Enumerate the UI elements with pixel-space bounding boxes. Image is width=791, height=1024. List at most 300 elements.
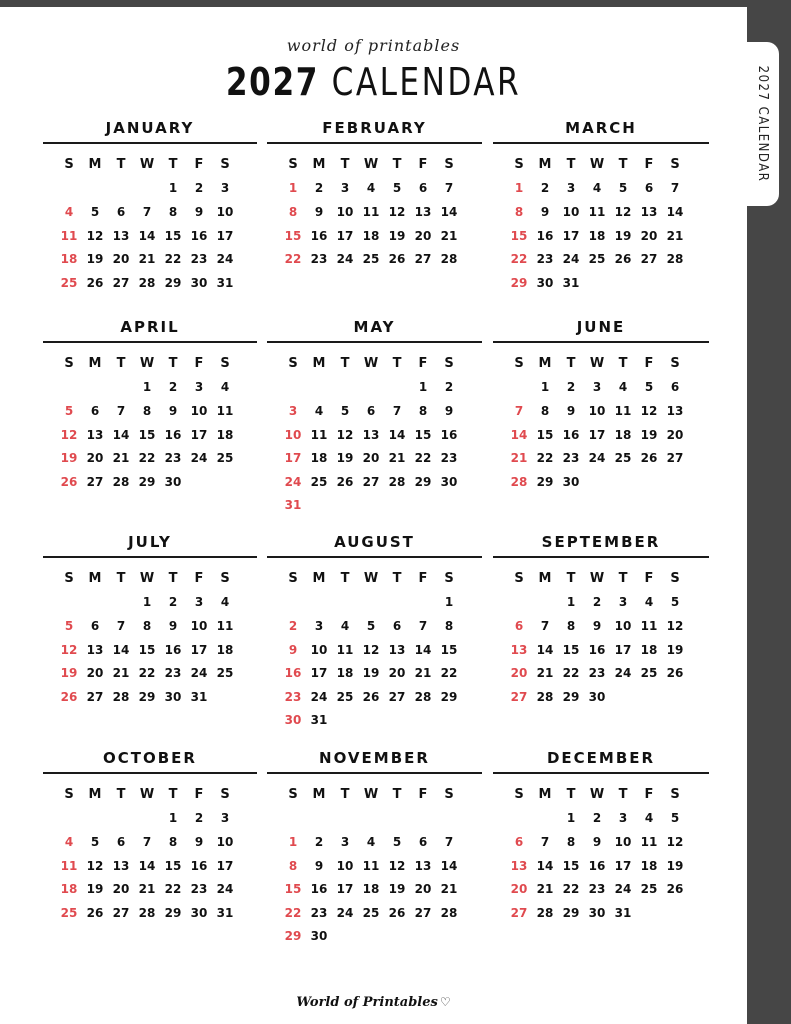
day-cell-sunday: 4 bbox=[64, 204, 74, 219]
day-cell: 19 bbox=[614, 228, 632, 243]
day-cell-sunday: 23 bbox=[284, 689, 302, 704]
weekday-label: S bbox=[288, 571, 298, 587]
day-cell: 26 bbox=[666, 882, 684, 897]
day-cell: 27 bbox=[86, 689, 104, 704]
week-row bbox=[506, 200, 688, 224]
day-cell: 20 bbox=[666, 427, 684, 442]
month-name: JANUARY bbox=[105, 119, 195, 137]
day-cell: 3 bbox=[592, 380, 602, 395]
day-cell: 26 bbox=[362, 689, 380, 704]
day-cell: 22 bbox=[536, 451, 554, 466]
day-cell: 26 bbox=[388, 905, 406, 920]
week-row bbox=[506, 446, 688, 470]
day-cell: 11 bbox=[362, 204, 380, 219]
day-cell: 4 bbox=[340, 618, 350, 633]
weekday-label: M bbox=[88, 787, 102, 803]
day-cell: 6 bbox=[644, 181, 654, 196]
weekday-label: S bbox=[288, 356, 298, 372]
day-cell: 15 bbox=[562, 642, 580, 657]
day-cell: 6 bbox=[418, 834, 428, 849]
week-row bbox=[56, 423, 238, 447]
day-cell: 2 bbox=[592, 811, 602, 826]
title-word: CALENDAR bbox=[331, 60, 522, 104]
day-cell-sunday: 30 bbox=[284, 713, 302, 728]
day-cell: 3 bbox=[340, 181, 350, 196]
day-cell: 20 bbox=[112, 882, 130, 897]
day-cell: 6 bbox=[116, 204, 126, 219]
day-cell: 25 bbox=[640, 666, 658, 681]
weekday-label: T bbox=[566, 571, 576, 587]
day-cell-sunday: 1 bbox=[288, 834, 298, 849]
month-name: OCTOBER bbox=[103, 749, 197, 767]
weekday-label: W bbox=[363, 787, 379, 803]
day-cell: 18 bbox=[310, 451, 328, 466]
day-cell: 5 bbox=[366, 618, 376, 633]
month-days-grid bbox=[506, 352, 688, 517]
day-cell: 26 bbox=[336, 474, 354, 489]
weekday-label: S bbox=[670, 571, 680, 587]
week-row bbox=[280, 685, 462, 709]
day-cell: 15 bbox=[164, 858, 182, 873]
day-cell-sunday: 4 bbox=[64, 834, 74, 849]
day-cell: 7 bbox=[142, 834, 152, 849]
day-cell: 19 bbox=[388, 882, 406, 897]
week-row bbox=[506, 591, 688, 615]
day-cell: 28 bbox=[138, 275, 156, 290]
day-cell-sunday: 5 bbox=[64, 618, 74, 633]
week-row bbox=[506, 399, 688, 423]
day-cell: 14 bbox=[112, 427, 130, 442]
month-days-grid bbox=[280, 352, 462, 517]
day-cell: 19 bbox=[362, 666, 380, 681]
week-row bbox=[506, 854, 688, 878]
day-cell-sunday: 8 bbox=[288, 204, 298, 219]
day-cell: 31 bbox=[216, 275, 234, 290]
weekday-label: S bbox=[514, 787, 524, 803]
weekday-label: T bbox=[618, 356, 628, 372]
day-cell: 24 bbox=[190, 666, 208, 681]
weekday-label: M bbox=[312, 571, 326, 587]
day-cell: 8 bbox=[418, 403, 428, 418]
month-name: AUGUST bbox=[334, 533, 415, 551]
day-cell: 12 bbox=[640, 403, 658, 418]
weekday-label: T bbox=[168, 157, 178, 173]
day-cell-sunday: 1 bbox=[288, 181, 298, 196]
day-cell: 8 bbox=[142, 403, 152, 418]
month-divider bbox=[267, 341, 482, 343]
brand-script-logo: world of printables bbox=[286, 36, 461, 55]
day-cell: 18 bbox=[640, 642, 658, 657]
day-cell: 9 bbox=[194, 204, 204, 219]
day-cell: 8 bbox=[566, 618, 576, 633]
week-row bbox=[506, 925, 688, 949]
day-cell: 25 bbox=[310, 474, 328, 489]
day-cell: 10 bbox=[216, 204, 234, 219]
weekday-label: F bbox=[644, 356, 654, 372]
side-tab[interactable] bbox=[747, 42, 779, 206]
day-cell: 25 bbox=[588, 252, 606, 267]
day-cell-sunday: 26 bbox=[60, 689, 78, 704]
day-cell: 27 bbox=[86, 474, 104, 489]
day-cell: 7 bbox=[142, 204, 152, 219]
month-divider bbox=[43, 341, 257, 343]
day-cell-sunday: 15 bbox=[284, 228, 302, 243]
day-cell: 22 bbox=[138, 451, 156, 466]
day-cell: 27 bbox=[666, 451, 684, 466]
day-cell: 6 bbox=[90, 618, 100, 633]
day-cell-sunday: 5 bbox=[64, 403, 74, 418]
day-cell: 10 bbox=[310, 642, 328, 657]
week-row bbox=[56, 295, 238, 319]
day-cell: 16 bbox=[536, 228, 554, 243]
day-cell: 4 bbox=[366, 181, 376, 196]
day-cell: 3 bbox=[194, 595, 204, 610]
weekday-label: W bbox=[589, 157, 605, 173]
day-cell-sunday: 12 bbox=[60, 427, 78, 442]
day-cell: 1 bbox=[168, 181, 178, 196]
weekday-label: F bbox=[644, 787, 654, 803]
day-cell: 26 bbox=[86, 275, 104, 290]
month-name: FEBRUARY bbox=[322, 119, 427, 137]
week-row bbox=[280, 295, 462, 319]
day-cell: 23 bbox=[588, 666, 606, 681]
week-row bbox=[56, 376, 238, 400]
day-cell: 7 bbox=[670, 181, 680, 196]
week-row bbox=[280, 661, 462, 685]
day-cell-sunday: 11 bbox=[60, 858, 78, 873]
day-cell-sunday: 29 bbox=[510, 275, 528, 290]
month-name: JUNE bbox=[576, 318, 626, 336]
day-cell: 31 bbox=[190, 689, 208, 704]
day-cell: 4 bbox=[644, 811, 654, 826]
week-row bbox=[56, 247, 238, 271]
week-row bbox=[56, 709, 238, 733]
day-cell: 18 bbox=[362, 228, 380, 243]
week-row bbox=[506, 494, 688, 518]
day-cell: 3 bbox=[194, 380, 204, 395]
day-cell-sunday: 29 bbox=[284, 929, 302, 944]
day-cell: 21 bbox=[112, 666, 130, 681]
day-cell-sunday: 21 bbox=[510, 451, 528, 466]
day-cell: 30 bbox=[536, 275, 554, 290]
day-cell-sunday: 3 bbox=[288, 403, 298, 418]
day-cell: 11 bbox=[588, 204, 606, 219]
day-cell-sunday: 11 bbox=[60, 228, 78, 243]
day-cell: 4 bbox=[644, 595, 654, 610]
day-cell: 25 bbox=[336, 689, 354, 704]
day-cell: 12 bbox=[336, 427, 354, 442]
day-cell: 5 bbox=[670, 811, 680, 826]
day-cell-sunday: 27 bbox=[510, 689, 528, 704]
day-cell: 26 bbox=[388, 252, 406, 267]
day-cell-sunday: 10 bbox=[284, 427, 302, 442]
weekday-label: W bbox=[363, 356, 379, 372]
day-cell: 1 bbox=[566, 811, 576, 826]
day-cell: 3 bbox=[618, 811, 628, 826]
weekday-label: F bbox=[418, 571, 428, 587]
weekday-label: W bbox=[363, 157, 379, 173]
day-cell: 2 bbox=[314, 181, 324, 196]
day-cell: 23 bbox=[440, 451, 458, 466]
week-row bbox=[280, 399, 462, 423]
day-cell: 9 bbox=[168, 618, 178, 633]
day-cell-sunday: 26 bbox=[60, 474, 78, 489]
day-cell: 18 bbox=[588, 228, 606, 243]
day-cell-sunday: 6 bbox=[514, 618, 524, 633]
day-cell: 28 bbox=[414, 689, 432, 704]
month-divider bbox=[267, 142, 482, 144]
day-cell: 13 bbox=[666, 403, 684, 418]
week-row bbox=[506, 901, 688, 925]
week-row bbox=[56, 638, 238, 662]
day-cell: 10 bbox=[614, 834, 632, 849]
day-cell: 29 bbox=[562, 905, 580, 920]
day-cell: 23 bbox=[164, 666, 182, 681]
day-cell-sunday: 22 bbox=[284, 905, 302, 920]
week-row bbox=[56, 661, 238, 685]
week-row bbox=[56, 614, 238, 638]
month-days-grid bbox=[56, 783, 238, 948]
side-tab-label: 2027 CALENDAR bbox=[755, 65, 771, 183]
day-cell: 13 bbox=[86, 427, 104, 442]
weekday-label: S bbox=[444, 787, 454, 803]
day-cell: 22 bbox=[562, 882, 580, 897]
day-cell: 7 bbox=[392, 403, 402, 418]
day-cell: 6 bbox=[418, 181, 428, 196]
day-cell: 17 bbox=[336, 882, 354, 897]
week-row bbox=[506, 224, 688, 248]
weekday-label: F bbox=[194, 157, 204, 173]
day-cell: 23 bbox=[310, 905, 328, 920]
day-cell: 7 bbox=[418, 618, 428, 633]
day-cell: 24 bbox=[614, 666, 632, 681]
week-row bbox=[56, 591, 238, 615]
weekday-label: T bbox=[116, 787, 126, 803]
weekday-label: S bbox=[670, 157, 680, 173]
day-cell: 16 bbox=[588, 858, 606, 873]
day-cell: 9 bbox=[194, 834, 204, 849]
weekday-header bbox=[280, 153, 462, 177]
day-cell: 27 bbox=[640, 252, 658, 267]
week-row bbox=[280, 925, 462, 949]
day-cell: 21 bbox=[440, 882, 458, 897]
day-cell: 12 bbox=[86, 858, 104, 873]
day-cell: 7 bbox=[444, 181, 454, 196]
day-cell: 19 bbox=[388, 228, 406, 243]
day-cell: 14 bbox=[440, 204, 458, 219]
footer-brand bbox=[0, 995, 747, 1010]
day-cell: 28 bbox=[666, 252, 684, 267]
day-cell: 10 bbox=[588, 403, 606, 418]
weekday-label: M bbox=[538, 787, 552, 803]
week-row bbox=[506, 877, 688, 901]
weekday-label: M bbox=[538, 571, 552, 587]
day-cell: 10 bbox=[614, 618, 632, 633]
day-cell-sunday: 9 bbox=[288, 642, 298, 657]
day-cell: 10 bbox=[190, 403, 208, 418]
day-cell: 6 bbox=[90, 403, 100, 418]
weekday-header bbox=[56, 783, 238, 807]
weekday-label: T bbox=[168, 356, 178, 372]
day-cell: 11 bbox=[614, 403, 632, 418]
day-cell: 24 bbox=[614, 882, 632, 897]
weekday-label: S bbox=[64, 356, 74, 372]
day-cell: 21 bbox=[536, 666, 554, 681]
day-cell: 2 bbox=[168, 380, 178, 395]
day-cell-sunday: 6 bbox=[514, 834, 524, 849]
day-cell: 30 bbox=[164, 689, 182, 704]
day-cell: 11 bbox=[336, 642, 354, 657]
weekday-label: S bbox=[670, 356, 680, 372]
day-cell: 9 bbox=[592, 618, 602, 633]
day-cell: 2 bbox=[314, 834, 324, 849]
day-cell: 9 bbox=[314, 204, 324, 219]
day-cell: 11 bbox=[216, 403, 234, 418]
day-cell: 18 bbox=[336, 666, 354, 681]
day-cell: 16 bbox=[190, 228, 208, 243]
day-cell: 13 bbox=[362, 427, 380, 442]
day-cell: 30 bbox=[440, 474, 458, 489]
day-cell: 2 bbox=[566, 380, 576, 395]
day-cell: 30 bbox=[190, 905, 208, 920]
day-cell: 14 bbox=[138, 858, 156, 873]
day-cell: 26 bbox=[640, 451, 658, 466]
weekday-label: F bbox=[418, 356, 428, 372]
day-cell: 24 bbox=[190, 451, 208, 466]
day-cell: 17 bbox=[614, 858, 632, 873]
week-row bbox=[56, 470, 238, 494]
day-cell: 25 bbox=[216, 451, 234, 466]
day-cell: 26 bbox=[86, 905, 104, 920]
day-cell: 9 bbox=[566, 403, 576, 418]
month-divider bbox=[267, 772, 482, 774]
weekday-header bbox=[506, 153, 688, 177]
day-cell: 30 bbox=[310, 929, 328, 944]
day-cell: 27 bbox=[414, 252, 432, 267]
day-cell: 9 bbox=[168, 403, 178, 418]
day-cell: 28 bbox=[112, 689, 130, 704]
day-cell: 20 bbox=[86, 451, 104, 466]
day-cell: 12 bbox=[388, 204, 406, 219]
day-cell-sunday: 28 bbox=[510, 474, 528, 489]
day-cell: 22 bbox=[164, 252, 182, 267]
day-cell: 20 bbox=[362, 451, 380, 466]
day-cell-sunday: 22 bbox=[284, 252, 302, 267]
day-cell-sunday: 25 bbox=[60, 905, 78, 920]
week-row bbox=[56, 901, 238, 925]
day-cell: 16 bbox=[562, 427, 580, 442]
day-cell: 23 bbox=[310, 252, 328, 267]
month-divider bbox=[43, 556, 257, 558]
weekday-label: T bbox=[168, 787, 178, 803]
day-cell-sunday: 19 bbox=[60, 451, 78, 466]
week-row bbox=[280, 807, 462, 831]
day-cell-sunday: 2 bbox=[288, 618, 298, 633]
month-name: NOVEMBER bbox=[319, 749, 430, 767]
day-cell: 16 bbox=[164, 642, 182, 657]
week-row bbox=[280, 200, 462, 224]
day-cell: 8 bbox=[566, 834, 576, 849]
day-cell: 16 bbox=[588, 642, 606, 657]
weekday-label: M bbox=[312, 356, 326, 372]
day-cell: 25 bbox=[362, 252, 380, 267]
day-cell: 23 bbox=[536, 252, 554, 267]
week-row bbox=[56, 494, 238, 518]
day-cell: 14 bbox=[666, 204, 684, 219]
weekday-label: S bbox=[288, 787, 298, 803]
day-cell: 17 bbox=[562, 228, 580, 243]
day-cell: 13 bbox=[414, 858, 432, 873]
week-row bbox=[280, 470, 462, 494]
day-cell: 26 bbox=[614, 252, 632, 267]
day-cell: 5 bbox=[618, 181, 628, 196]
day-cell: 31 bbox=[562, 275, 580, 290]
weekday-header bbox=[506, 567, 688, 591]
week-row bbox=[56, 807, 238, 831]
day-cell: 2 bbox=[194, 811, 204, 826]
day-cell: 21 bbox=[536, 882, 554, 897]
week-row bbox=[506, 807, 688, 831]
day-cell: 29 bbox=[138, 689, 156, 704]
weekday-label: W bbox=[589, 356, 605, 372]
week-row bbox=[280, 877, 462, 901]
weekday-label: T bbox=[392, 157, 402, 173]
weekday-label: S bbox=[514, 356, 524, 372]
day-cell: 13 bbox=[86, 642, 104, 657]
week-row bbox=[280, 446, 462, 470]
month-divider bbox=[493, 772, 709, 774]
week-row bbox=[280, 614, 462, 638]
day-cell: 8 bbox=[168, 204, 178, 219]
day-cell: 12 bbox=[388, 858, 406, 873]
day-cell: 29 bbox=[414, 474, 432, 489]
day-cell: 3 bbox=[220, 181, 230, 196]
day-cell: 10 bbox=[336, 204, 354, 219]
day-cell: 17 bbox=[190, 642, 208, 657]
day-cell: 5 bbox=[90, 204, 100, 219]
weekday-label: T bbox=[392, 787, 402, 803]
day-cell: 16 bbox=[164, 427, 182, 442]
day-cell: 15 bbox=[138, 642, 156, 657]
day-cell: 18 bbox=[640, 858, 658, 873]
day-cell-sunday: 20 bbox=[510, 666, 528, 681]
month-days-grid bbox=[280, 783, 462, 948]
day-cell: 29 bbox=[138, 474, 156, 489]
day-cell: 19 bbox=[86, 882, 104, 897]
day-cell: 4 bbox=[220, 595, 230, 610]
day-cell-sunday: 19 bbox=[60, 666, 78, 681]
week-row bbox=[280, 177, 462, 201]
day-cell: 28 bbox=[536, 689, 554, 704]
day-cell: 24 bbox=[336, 905, 354, 920]
day-cell: 5 bbox=[392, 834, 402, 849]
weekday-label: F bbox=[644, 571, 654, 587]
week-row bbox=[280, 224, 462, 248]
day-cell: 28 bbox=[440, 905, 458, 920]
month-name: JULY bbox=[128, 533, 172, 551]
day-cell: 17 bbox=[614, 642, 632, 657]
day-cell: 1 bbox=[142, 380, 152, 395]
day-cell: 24 bbox=[310, 689, 328, 704]
day-cell: 11 bbox=[310, 427, 328, 442]
day-cell: 1 bbox=[540, 380, 550, 395]
week-row bbox=[56, 200, 238, 224]
week-row bbox=[56, 854, 238, 878]
day-cell: 11 bbox=[362, 858, 380, 873]
week-row bbox=[280, 423, 462, 447]
day-cell: 18 bbox=[362, 882, 380, 897]
week-row bbox=[506, 271, 688, 295]
